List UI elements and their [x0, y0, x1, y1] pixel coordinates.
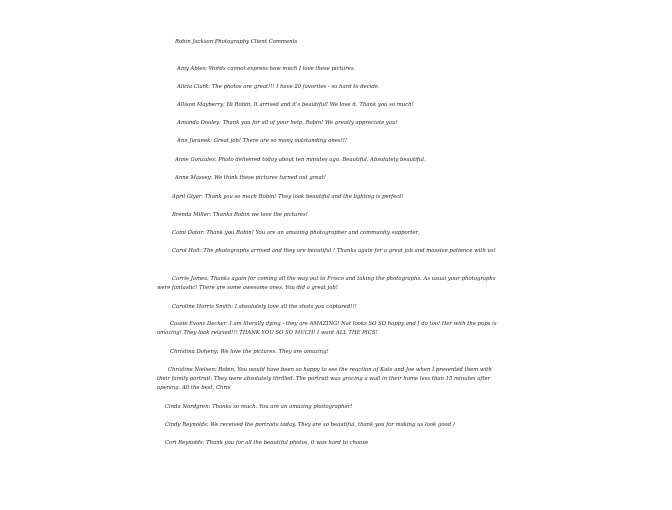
comment-item: Cinda Nordgren: Thanks so much. You are an amazing photographer!: [165, 404, 353, 410]
document-title: Robin Jackson Photography Client Comments: [175, 39, 298, 45]
comment-item: Christina Doheny: We love the pictures. They are amazing!: [170, 349, 329, 355]
comment-item: Cindy Reynolds: We received the portraits today. They are so beautiful, thank you for making us look good.): [165, 422, 455, 428]
comment-item: Ann Juranek: Great job! There are so many outstanding ones!!!: [177, 138, 348, 144]
comment-item: Carol Holt: The photographs arrived and they are beautiful ! Thanks again for a great job and massive patience with us!: [172, 248, 496, 254]
comment-item: Cami Dator: Thank you Robin! You are an amazing photographer and community supporter.: [172, 230, 420, 236]
comment-item: Brenda Miller: Thanks Robin we love the pictures!: [172, 212, 308, 218]
comment-item: Amy Ables: Words cannot express how much I love these pictures.: [177, 66, 356, 72]
comment-item: Alicia Clark: The photos are great!!! I have 20 favorites - so hard to decide.: [177, 84, 380, 90]
comment-item: Christine Nielsen: Robin, You would have been so happy to see the reaction of Kate and Joe when I presented them with their family portrait. They were absolutely thrilled. The portrait was gracing a wall in their home less than 15 minutes after opening. All the best, Chris: [157, 367, 492, 391]
comment-item: Amanda Dooley: Thank you for all of your help, Robin! We greatly appreciate you!: [177, 120, 398, 126]
comment-item: Caroline Harris Smith: I absolutely love all the shots you captured!!!: [172, 304, 357, 310]
comment-item: April Glyer: Thank you so much Robin! They look beautiful and the lighting is perfect!: [172, 194, 404, 200]
comment-item: Carrie James: Thanks again for coming all the way out to Frisco and taking the photographs. As usual your photographs were fantastic! There are some awesome ones. You did a great job!: [157, 276, 496, 291]
comment-item: Allison Mayberry: Hi Robin, It arrived and it's beautiful! We love it. Thank you so much!: [177, 102, 414, 108]
comment-item: Cori Reynolds: Thank you for all the beautiful photos, it was hard to choose: [165, 440, 369, 446]
comment-item: Anne Massey: We think these pictures turned out great!: [175, 175, 326, 181]
comment-item: Anne Gonzales: Photo delivered today about ten minutes ago. Beautiful. Absolutely beautiful.: [175, 157, 426, 163]
comment-item: Cassie Evans Decker: I am literally dying - they are AMAZING! Nat looks SO SO happy and I do too! Her with the pups is amazing! They look relaxed!!! THANK YOU SO SO MUCH! I want ALL THE PICS!: [157, 321, 497, 336]
